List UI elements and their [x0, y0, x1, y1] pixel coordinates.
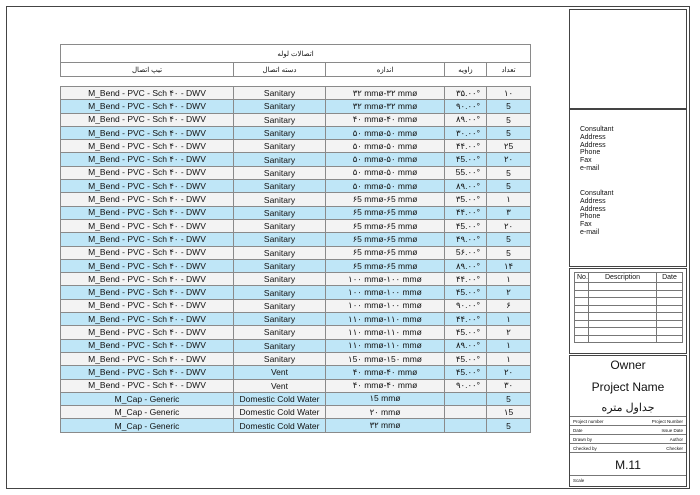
cell-count: ۲۰: [487, 153, 531, 166]
cell-size: ۱5 mmø: [326, 392, 445, 405]
consultants-box: [569, 109, 687, 267]
cell-size: ۴۰ mmø-۴۰ mmø: [326, 113, 445, 126]
scale-row: Scale: [570, 475, 686, 486]
cell-angle: [445, 406, 487, 419]
cell-category: Sanitary: [234, 166, 326, 179]
cell-angle: ۴5.۰۰°: [445, 326, 487, 339]
table-row: [61, 352, 531, 365]
cell-size: ۶5 mmø-۶5 mmø: [326, 219, 445, 232]
cell-category: Sanitary: [234, 313, 326, 326]
cell-angle: ۳۵.۰۰°: [445, 87, 487, 100]
table-row: [61, 206, 531, 219]
cell-size: ۳۲ mmø: [326, 419, 445, 432]
cell-size: ۳۲ mmø-۳۲ mmø: [326, 87, 445, 100]
table-row: [61, 180, 531, 193]
meta-project-number: Project number Project Number: [570, 416, 686, 426]
cell-count: ۱: [487, 313, 531, 326]
cell-type: M_Bend - PVC - Sch ۴۰ - DWV: [61, 100, 234, 113]
revision-description-header: Description: [589, 273, 657, 283]
consultant-fax: Fax: [580, 157, 592, 165]
table-row: [61, 193, 531, 206]
table-row: [61, 273, 531, 286]
consultant-address: Address: [580, 197, 606, 205]
consultant-address: Address: [580, 133, 606, 141]
cell-category: Sanitary: [234, 299, 326, 312]
cell-type: M_Bend - PVC - Sch ۴۰ - DWV: [61, 313, 234, 326]
consultant-phone: Phone: [580, 213, 601, 221]
table-row: [61, 166, 531, 179]
consultant-block-2: [580, 190, 613, 237]
table-row: [61, 406, 531, 419]
cell-type: M_Bend - PVC - Sch ۴۰ - DWV: [61, 126, 234, 139]
table-row: [61, 379, 531, 392]
cell-category: Sanitary: [234, 206, 326, 219]
cell-angle: ۴۹.۰۰°: [445, 233, 487, 246]
cell-category: Sanitary: [234, 153, 326, 166]
header-count: تعداد: [487, 63, 531, 77]
cell-size: ۵۰ mmø-۵۰ mmø: [326, 153, 445, 166]
cell-category: Sanitary: [234, 246, 326, 259]
cell-type: M_Bend - PVC - Sch ۴۰ - DWV: [61, 233, 234, 246]
cell-count: 5: [487, 100, 531, 113]
header-category: دسته اتصال: [234, 63, 326, 77]
cell-type: M_Cap - Generic: [61, 406, 234, 419]
cell-angle: ۸۹.۰۰°: [445, 339, 487, 352]
cell-angle: ۴5.۰۰°: [445, 286, 487, 299]
cell-type: M_Bend - PVC - Sch ۴۰ - DWV: [61, 273, 234, 286]
cell-angle: ۴۴.۰۰°: [445, 313, 487, 326]
cell-angle: [445, 392, 487, 405]
cell-type: M_Bend - PVC - Sch ۴۰ - DWV: [61, 87, 234, 100]
table-row: [61, 140, 531, 153]
table-row: [61, 233, 531, 246]
cell-category: Sanitary: [234, 87, 326, 100]
cell-category: Sanitary: [234, 193, 326, 206]
table-row: [61, 326, 531, 339]
cell-category: Sanitary: [234, 352, 326, 365]
header-type: تیپ اتصال: [61, 63, 234, 77]
cell-angle: 5۶.۰۰°: [445, 246, 487, 259]
cell-type: M_Cap - Generic: [61, 392, 234, 405]
cell-type: M_Bend - PVC - Sch ۴۰ - DWV: [61, 166, 234, 179]
cell-size: ۱۱۰ mmø-۱۱۰ mmø: [326, 326, 445, 339]
cell-size: ۱5۰ mmø-۱5۰ mmø: [326, 352, 445, 365]
cell-category: Sanitary: [234, 259, 326, 272]
cell-angle: ۹۰.۰۰°: [445, 100, 487, 113]
cell-count: 5: [487, 166, 531, 179]
cell-count: 5: [487, 126, 531, 139]
cell-size: ۶5 mmø-۶5 mmø: [326, 246, 445, 259]
cell-type: M_Bend - PVC - Sch ۴۰ - DWV: [61, 366, 234, 379]
consultant-fax: Fax: [580, 221, 592, 229]
cell-category: Domestic Cold Water: [234, 392, 326, 405]
cell-type: M_Bend - PVC - Sch ۴۰ - DWV: [61, 259, 234, 272]
header-angle: زاویه: [445, 63, 487, 77]
sheet-number: M.11: [615, 458, 641, 472]
cell-type: M_Bend - PVC - Sch ۴۰ - DWV: [61, 140, 234, 153]
consultant-email: e-mail: [580, 228, 600, 236]
cell-size: ۳۲ mmø-۳۲ mmø: [326, 100, 445, 113]
meta-drawn-by: Drawn by Author: [570, 434, 686, 444]
table-row: [61, 392, 531, 405]
cell-size: ۵۰ mmø-۵۰ mmø: [326, 166, 445, 179]
table-row: [61, 286, 531, 299]
consultant-name: Consultant: [580, 126, 614, 133]
cell-angle: ۴۴.۰۰°: [445, 273, 487, 286]
table-row: [61, 100, 531, 113]
cell-category: Sanitary: [234, 286, 326, 299]
sheet-number-row: [570, 452, 686, 475]
cell-type: M_Bend - PVC - Sch ۴۰ - DWV: [61, 246, 234, 259]
table-row: [61, 259, 531, 272]
cell-count: ۲: [487, 286, 531, 299]
cell-size: ۱۰۰ mmø-۱۰۰ mmø: [326, 273, 445, 286]
table-row: [61, 419, 531, 432]
cell-count: ۳۰: [487, 379, 531, 392]
cell-angle: ۸۹.۰۰°: [445, 180, 487, 193]
cell-count: ۱: [487, 339, 531, 352]
cell-category: Sanitary: [234, 326, 326, 339]
cell-size: ۵۰ mmø-۵۰ mmø: [326, 140, 445, 153]
cell-count: ۱: [487, 273, 531, 286]
cell-type: M_Bend - PVC - Sch ۴۰ - DWV: [61, 326, 234, 339]
cell-count: 5: [487, 113, 531, 126]
cell-category: Sanitary: [234, 126, 326, 139]
cell-count: ۲: [487, 326, 531, 339]
cell-category: Sanitary: [234, 233, 326, 246]
cell-angle: [445, 419, 487, 432]
cell-type: M_Cap - Generic: [61, 419, 234, 432]
cell-count: 5: [487, 419, 531, 432]
consultant-name: Consultant: [580, 190, 614, 197]
cell-count: ۱: [487, 352, 531, 365]
revision-date-header: Date: [657, 273, 683, 283]
cell-angle: ۸۹.۰۰°: [445, 113, 487, 126]
cell-count: 5: [487, 233, 531, 246]
cell-angle: ۳۰.۰۰°: [445, 126, 487, 139]
consultant-email: e-mail: [580, 164, 600, 172]
logo-box: [569, 9, 687, 109]
cell-size: ۶5 mmø-۶5 mmø: [326, 193, 445, 206]
cell-count: ۱۰: [487, 87, 531, 100]
cell-count: ۳: [487, 206, 531, 219]
cell-type: M_Bend - PVC - Sch ۴۰ - DWV: [61, 193, 234, 206]
meta-checked-by: Checked by Checker: [570, 443, 686, 453]
cell-category: Sanitary: [234, 100, 326, 113]
cell-size: ۴۰ mmø-۴۰ mmø: [326, 366, 445, 379]
cell-category: Sanitary: [234, 113, 326, 126]
revision-table: [574, 272, 683, 343]
cell-type: M_Bend - PVC - Sch ۴۰ - DWV: [61, 299, 234, 312]
cell-category: Vent: [234, 379, 326, 392]
revision-no-header: No.: [575, 273, 589, 283]
project-box: [569, 355, 687, 487]
table-row: [61, 219, 531, 232]
cell-size: ۶5 mmø-۶5 mmø: [326, 259, 445, 272]
header-spacer: [61, 77, 531, 87]
cell-angle: ۴5.۰۰°: [445, 219, 487, 232]
cell-type: M_Bend - PVC - Sch ۴۰ - DWV: [61, 153, 234, 166]
cell-count: 5: [487, 246, 531, 259]
table-row: [61, 299, 531, 312]
cell-size: ۱۱۰ mmø-۱۱۰ mmø: [326, 313, 445, 326]
consultant-address: Address: [580, 141, 606, 149]
consultant-address: Address: [580, 205, 606, 213]
cell-angle: ۹۰.۰۰°: [445, 299, 487, 312]
cell-count: ۶: [487, 299, 531, 312]
meta-date: Date Issue Date: [570, 425, 686, 435]
cell-angle: ۸۹.۰۰°: [445, 259, 487, 272]
cell-type: M_Bend - PVC - Sch ۴۰ - DWV: [61, 219, 234, 232]
cell-count: 5: [487, 392, 531, 405]
cell-type: M_Bend - PVC - Sch ۴۰ - DWV: [61, 339, 234, 352]
table-row: [61, 246, 531, 259]
cell-type: M_Bend - PVC - Sch ۴۰ - DWV: [61, 206, 234, 219]
cell-count: 5: [487, 180, 531, 193]
header-size: اندازه: [326, 63, 445, 77]
cell-size: ۴۰ mmø-۴۰ mmø: [326, 379, 445, 392]
cell-category: Vent: [234, 366, 326, 379]
cell-type: M_Bend - PVC - Sch ۴۰ - DWV: [61, 352, 234, 365]
table-row: [61, 366, 531, 379]
cell-angle: ۴5.۰۰°: [445, 366, 487, 379]
cell-angle: 55.۰۰°: [445, 166, 487, 179]
cell-count: ۱: [487, 193, 531, 206]
cell-category: Sanitary: [234, 219, 326, 232]
sheet-name: جداول متره: [601, 402, 655, 414]
cell-category: Domestic Cold Water: [234, 419, 326, 432]
cell-category: Sanitary: [234, 273, 326, 286]
revision-box: [569, 268, 687, 354]
cell-size: ۱۱۰ mmø-۱۱۰ mmø: [326, 339, 445, 352]
consultant-phone: Phone: [580, 149, 601, 157]
consultant-block-1: [580, 126, 613, 173]
cell-type: M_Bend - PVC - Sch ۴۰ - DWV: [61, 180, 234, 193]
cell-angle: ۴5.۰۰°: [445, 153, 487, 166]
table-row: [61, 113, 531, 126]
fittings-schedule: [60, 44, 530, 433]
cell-angle: ۴5.۰۰°: [445, 352, 487, 365]
cell-category: Domestic Cold Water: [234, 406, 326, 419]
cell-size: ۶5 mmø-۶5 mmø: [326, 233, 445, 246]
cell-count: ۱۴: [487, 259, 531, 272]
table-row: [61, 153, 531, 166]
table-row: [61, 313, 531, 326]
title-block: [569, 9, 687, 487]
cell-size: ۵۰ mmø-۵۰ mmø: [326, 180, 445, 193]
schedule-body: [61, 87, 531, 433]
cell-size: ۶5 mmø-۶5 mmø: [326, 206, 445, 219]
table-row: [61, 87, 531, 100]
cell-type: M_Bend - PVC - Sch ۴۰ - DWV: [61, 113, 234, 126]
cell-count: ۲۰: [487, 366, 531, 379]
schedule-title: اتصالات لوله: [61, 45, 531, 63]
cell-size: ۱۰۰ mmø-۱۰۰ mmø: [326, 286, 445, 299]
cell-category: Sanitary: [234, 339, 326, 352]
cell-angle: ۹۰.۰۰°: [445, 379, 487, 392]
table-row: [61, 126, 531, 139]
cell-count: ۱5: [487, 406, 531, 419]
cell-angle: ۴۴.۰۰°: [445, 140, 487, 153]
project-name: Project Name: [591, 380, 665, 394]
table-row: [61, 339, 531, 352]
cell-size: ۱۰۰ mmø-۱۰۰ mmø: [326, 299, 445, 312]
cell-count: ۲۰: [487, 219, 531, 232]
cell-size: ۲۰ mmø: [326, 406, 445, 419]
cell-angle: ۴۴.۰۰°: [445, 206, 487, 219]
cell-category: Sanitary: [234, 140, 326, 153]
cell-size: ۵۰ mmø-۵۰ mmø: [326, 126, 445, 139]
cell-type: M_Bend - PVC - Sch ۴۰ - DWV: [61, 379, 234, 392]
cell-type: M_Bend - PVC - Sch ۴۰ - DWV: [61, 286, 234, 299]
cell-angle: ۳5.۰۰°: [445, 193, 487, 206]
cell-count: ۲5: [487, 140, 531, 153]
cell-category: Sanitary: [234, 180, 326, 193]
owner-label: Owner: [610, 358, 646, 372]
schedule-table: [60, 44, 531, 433]
